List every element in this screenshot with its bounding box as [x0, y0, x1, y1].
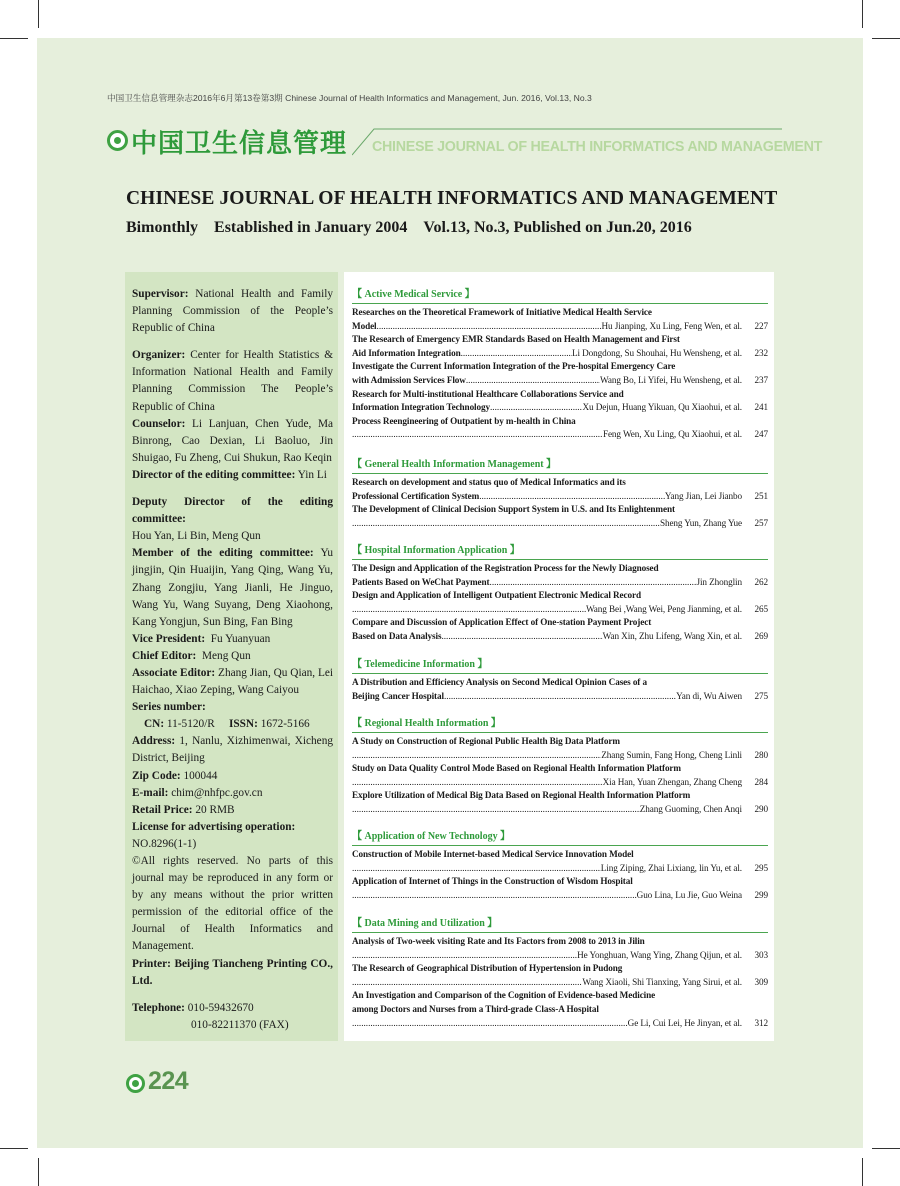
toc-article[interactable]: [352, 962, 768, 989]
tel-label: Telephone:: [132, 1001, 185, 1014]
article-byline: [352, 630, 768, 644]
bracket: 【: [352, 459, 365, 470]
article-page: 247: [754, 429, 768, 440]
article-title: Design and Application of Intelligent Outpatient Electronic Medical Record: [352, 590, 641, 601]
article-page: 262: [754, 576, 768, 587]
bracket: 】: [507, 545, 520, 556]
tel-value: 010-59432670: [187, 1001, 254, 1014]
article-page: 237: [754, 374, 768, 385]
article-byline: [352, 490, 768, 504]
crop-mark: [872, 38, 900, 39]
article-authors: Wan Xin, Zhu Lifeng, Wang Xin, et al.: [602, 630, 742, 641]
masthead-panel: [125, 272, 338, 1041]
article-title-end: Aid Information Integration: [352, 347, 461, 358]
article-title: The Research of Geographical Distribution of Hypertension in Pudong: [352, 963, 623, 974]
article-authors: Li Dongdong, Su Shouhai, Hu Wensheng, et al.: [571, 347, 742, 358]
article-title-end: Based on Data Analysis: [352, 630, 442, 641]
members-label: Member of the editing committee:: [132, 547, 314, 560]
article-authors: Ge Li, Cui Lei, He Jinyan, et al.: [627, 1017, 742, 1028]
telephone: [132, 1000, 333, 1017]
article-title: Research on development and status quo of Medical Informatics and its: [352, 477, 626, 487]
leader-dots: [352, 889, 637, 903]
printer-label: Printer:: [132, 957, 171, 970]
assoc-value: Zhang Jian, Qu Qian, Lei Haichao, Xiao Zeping, Wang Caiyou: [132, 666, 333, 697]
article-byline: [352, 517, 768, 531]
director: [132, 467, 333, 484]
article-authors: Xu Dejun, Huang Yikuan, Qu Xiaohui, et al.: [582, 402, 742, 413]
leader-dots: [352, 976, 582, 990]
journal-subtitle: [126, 219, 692, 237]
article-byline: [352, 576, 768, 590]
toc-article[interactable]: [352, 676, 768, 703]
organizer: [132, 347, 333, 415]
leader-dots: [444, 690, 676, 704]
contents-panel: [344, 272, 774, 1041]
article-page: 299: [754, 889, 768, 900]
article-page: 275: [754, 690, 768, 701]
article-page: 269: [754, 630, 768, 641]
section-title: [352, 658, 768, 674]
section-title: [352, 917, 768, 933]
crop-mark: [38, 0, 39, 28]
section-title-text: General Health Information Management: [364, 459, 544, 470]
article-byline: [352, 320, 768, 334]
toc-section: [352, 917, 768, 1030]
article-title: A Study on Construction of Regional Public Health Big Data Platform: [352, 736, 620, 746]
article-authors: Yan di, Wu Aiwen: [676, 690, 742, 701]
article-authors: Zhang Sumin, Fang Hong, Cheng Linli: [601, 749, 742, 760]
email-label: E-mail:: [132, 786, 169, 799]
section-title-text: Active Medical Service: [364, 289, 463, 300]
article-title-end: Model: [352, 320, 377, 331]
toc-section: [352, 658, 768, 703]
article-title-end: Patients Based on WeChat Payment: [352, 576, 490, 587]
article-title-end: with Admission Services Flow: [352, 374, 466, 385]
section-title-text: Regional Health Information: [364, 718, 489, 729]
article-authors: Wang Bo, Li Yifei, Hu Wensheng, et al.: [600, 374, 742, 385]
section-title-text: Data Mining and Utilization: [364, 918, 485, 929]
article-title: Construction of Mobile Internet-based Medical Service Innovation Model: [352, 849, 634, 859]
article-title: Research for Multi-institutional Healthcare Collaborations Service and: [352, 388, 624, 399]
address-label: Address:: [132, 735, 176, 748]
article-page: 265: [754, 603, 768, 614]
leader-dots: [352, 776, 603, 790]
cn-issn: [132, 716, 333, 733]
article-page: 241: [754, 402, 768, 413]
leader-dots: [479, 490, 665, 504]
cn-label: CN:: [144, 718, 165, 731]
bracket: 【: [352, 659, 365, 670]
toc-section: [352, 458, 768, 530]
leader-dots: [490, 576, 697, 590]
bracket: 】: [497, 831, 511, 842]
crop-mark: [872, 1148, 900, 1149]
article-page: 295: [754, 862, 768, 873]
section-title-text: Telemedicine Information: [364, 659, 475, 670]
vp-value: Fu Yuanyuan: [210, 632, 271, 645]
leader-dots: [352, 1017, 628, 1031]
article-title-cont: among Doctors and Nurses from a Third-grade Class-A Hospital: [352, 1003, 599, 1014]
article-byline: [352, 347, 768, 361]
toc-article[interactable]: [352, 306, 768, 333]
toc-article[interactable]: [352, 562, 768, 589]
article-authors: Guo Lina, Lu Jie, Guo Weina: [636, 889, 742, 900]
article-page: 309: [754, 976, 768, 987]
toc-article[interactable]: [352, 388, 768, 415]
bracket: 】: [488, 718, 501, 729]
printer: [132, 956, 333, 990]
counselor-label: Counselor:: [132, 417, 186, 430]
supervisor-value: National Health and Family Planning Commission of the People’s Republic of China: [132, 288, 333, 335]
director-value: Yin Li: [297, 468, 327, 481]
article-authors: Xia Han, Yuan Zhengan, Zhang Cheng: [602, 776, 742, 787]
logo-chinese-title: 中国卫生信息管理: [131, 129, 348, 159]
deputy-director: [132, 494, 333, 545]
article-title: Process Reengineering of Outpatient by m-health in China: [352, 415, 576, 426]
bracket: 】: [484, 918, 498, 929]
bracket: 【: [352, 289, 365, 300]
article-authors: Hu Jianping, Xu Ling, Feng Wen, et al.: [601, 320, 742, 331]
article-authors: Zhang Guoming, Chen Anqi: [639, 803, 742, 814]
deputy-value: Hou Yan, Li Bin, Meng Qun: [132, 530, 261, 543]
counselor-value: Li Lanjuan, Chen Yude, Ma Binrong, Cao Dexian, Li Baoluo, Jin Shuigao, Fu Zheng, Cui Shukun, Rao Keqin: [132, 417, 334, 464]
issn-value: 1672-5166: [260, 718, 310, 731]
series-label: Series number:: [132, 701, 206, 714]
article-page: 251: [754, 490, 768, 501]
organizer-value: Center for Health Statistics & Information National Health and Family Planning Commission The People’s Republic of China: [132, 349, 333, 413]
article-authors: Jin Zhonglin: [696, 576, 742, 587]
article-byline: [352, 1017, 768, 1031]
article-byline: [352, 803, 768, 817]
section-title: [352, 288, 768, 304]
toc-article[interactable]: [352, 503, 768, 530]
advertising-license: [132, 819, 333, 853]
leader-dots: [352, 803, 640, 817]
article-byline: [352, 949, 768, 963]
leader-dots: [377, 320, 602, 334]
article-title: Compare and Discussion of Application Effect of One-station Payment Project: [352, 617, 652, 628]
article-byline: [352, 749, 768, 763]
article-byline: [352, 374, 768, 388]
crop-mark: [862, 0, 863, 28]
toc-article[interactable]: [352, 735, 768, 762]
article-page: 290: [754, 803, 768, 814]
article-page: 232: [754, 347, 768, 358]
leader-dots: [461, 347, 572, 361]
toc-article[interactable]: [352, 875, 768, 902]
toc-article[interactable]: [352, 589, 768, 616]
section-title: [352, 544, 768, 560]
section-title: [352, 717, 768, 733]
section-title: [352, 830, 768, 846]
article-title: Study on Data Quality Control Mode Based on Regional Health Information Platform: [352, 763, 681, 774]
fax: 010-82211370 (FAX): [191, 1018, 289, 1031]
toc-section: [352, 717, 768, 817]
editing-members: [132, 545, 333, 630]
crop-mark: [0, 1148, 28, 1149]
article-byline: [352, 401, 768, 415]
logo-circle-icon: [126, 1074, 145, 1093]
vice-president: [132, 631, 333, 648]
article-byline: [352, 862, 768, 876]
toc-section: [352, 544, 768, 644]
toc-article[interactable]: [352, 762, 768, 789]
frequency: Bimonthly: [126, 219, 199, 236]
leader-dots: [352, 862, 601, 876]
cn-value: 11-5120/R: [166, 718, 215, 731]
members-value: Yu jingjin, Qin Huaijin, Yang Qing, Wang Yu, Zhang Zongjiu, Yang Jianli, He Jinguo, Wang Yu, Wang Suyang, Deng Xiaohong, Kang Yongjun, Sun Bing, Fan Bing: [132, 547, 333, 628]
price-label: Retail Price:: [132, 803, 193, 816]
article-page: 257: [754, 517, 768, 528]
section-title-text: Hospital Information Application: [364, 545, 508, 556]
rights-notice: ©All rights reserved. No parts of this journal may be reproduced in any form or by any means without the prior written permission of the editorial office of the Journal of Health Informatics and Management.: [132, 855, 333, 953]
zip-code: [132, 768, 333, 785]
bracket: 】: [474, 659, 488, 670]
director-label: Director of the editing committee:: [132, 468, 296, 481]
vp-label: Vice President:: [132, 632, 206, 645]
email: [132, 785, 333, 802]
toc-section: [352, 288, 768, 442]
article-page: 280: [754, 749, 768, 760]
article-page: 284: [754, 776, 768, 787]
leader-dots: [352, 517, 660, 531]
license-label: License for advertising operation:: [132, 820, 296, 833]
article-title: An Investigation and Comparison of the Cognition of Evidence-based Medicine: [352, 990, 656, 1001]
established: Established in January 2004: [214, 219, 408, 236]
article-authors: Yang Jian, Lei Jianbo: [664, 490, 742, 501]
article-authors: Wang Bei ,Wang Wei, Peng Jianming, et al.: [585, 603, 742, 614]
chief-label: Chief Editor:: [132, 649, 197, 662]
article-byline: [352, 690, 768, 704]
article-title: A Distribution and Efficiency Analysis on Second Medical Opinion Cases of a: [352, 677, 647, 687]
toc-article[interactable]: [352, 415, 768, 442]
toc-article[interactable]: [352, 848, 768, 875]
chief-editor: [132, 648, 333, 665]
crop-mark: [38, 1158, 39, 1186]
supervisor-label: Supervisor:: [132, 288, 189, 300]
article-title: Analysis of Two-week visiting Rate and Its Factors from 2008 to 2013 in Jilin: [352, 936, 645, 946]
article-byline: [352, 603, 768, 617]
supervisor: [132, 286, 333, 337]
section-title: [352, 458, 768, 474]
journal-logo: [107, 125, 823, 165]
article-title-end: Professional Certification System: [352, 490, 480, 501]
article-page: 303: [754, 949, 768, 960]
bracket: 【: [352, 831, 365, 842]
article-byline: [352, 889, 768, 903]
article-title: The Design and Application of the Registration Process for the Newly Diagnosed: [352, 563, 659, 573]
article-page: 312: [754, 1017, 768, 1028]
article-title-end: Information Integration Technology: [352, 402, 490, 413]
counselor: [132, 416, 333, 467]
toc-article[interactable]: [352, 333, 768, 360]
toc-article[interactable]: [352, 789, 768, 816]
organizer-label: Organizer:: [132, 349, 186, 362]
address-value: 1, Nanlu, Xizhimenwai, Xicheng District, Beijing: [132, 735, 333, 765]
bracket: 】: [462, 289, 475, 300]
article-byline: [352, 976, 768, 990]
leader-dots: [352, 428, 603, 442]
bracket: 】: [543, 459, 557, 470]
article-title: Investigate the Current Information Integration of the Pre-hospital Emergency Care: [352, 361, 676, 372]
toc-article[interactable]: [352, 476, 768, 503]
retail-price: [132, 802, 333, 819]
zip-value: 100044: [183, 769, 218, 782]
license-value: NO.8296(1-1): [132, 837, 197, 850]
article-authors: Sheng Yun, Zhang Yue: [659, 517, 742, 528]
logo-english-title: CHINESE JOURNAL OF HEALTH INFORMATICS AND MANAGEMENT: [372, 139, 823, 155]
issue-info: Vol.13, No.3, Published on Jun.20, 2016: [423, 219, 692, 236]
article-page: 227: [754, 320, 768, 331]
bracket: 【: [352, 718, 365, 729]
crop-mark: [862, 1158, 863, 1186]
leader-dots: [352, 949, 577, 963]
article-authors: Feng Wen, Xu Ling, Qu Xiaohui, et al.: [602, 429, 742, 440]
leader-dots: [352, 603, 586, 617]
article-authors: Wang Xiaoli, Shi Tianxing, Yang Sirui, et al.: [582, 976, 742, 987]
address: [132, 733, 333, 767]
leader-dots: [352, 749, 601, 763]
article-byline: [352, 428, 768, 442]
toc-section: [352, 830, 768, 902]
bracket: 【: [352, 918, 365, 929]
printer-value: Beijing Tiancheng Printing CO., Ltd.: [132, 957, 333, 987]
page-number-value: 224: [148, 1067, 189, 1095]
issn-label: ISSN:: [228, 718, 258, 731]
running-head: 中国卫生信息管理杂志2016年6月第13卷第3期 Chinese Journal of Health Informatics and Management, Jun. 2016, Vol.13, No.3: [107, 93, 592, 103]
article-byline: [352, 776, 768, 790]
leader-dots: [490, 401, 582, 415]
chief-value: Meng Qun: [201, 649, 251, 662]
deputy-label: Deputy Director of the editing committee:: [132, 496, 333, 526]
leader-dots: [466, 374, 600, 388]
toc-article[interactable]: [352, 360, 768, 387]
series-number: [132, 699, 333, 716]
article-title: Researches on the Theoretical Framework of Initiative Medical Health Service: [352, 307, 652, 317]
article-authors: Ling Ziping, Zhai Lixiang, lin Yu, et al.: [600, 862, 742, 873]
article-authors: He Yonghuan, Wang Ying, Zhang Qijun, et al.: [577, 949, 742, 960]
article-title-end: Beijing Cancer Hospital: [352, 690, 444, 701]
toc-article[interactable]: [352, 616, 768, 643]
article-title: Explore Utilization of Medical Big Data Based on Regional Health Information Platform: [352, 790, 691, 801]
article-title: The Research of Emergency EMR Standards Based on Health Management and First: [352, 334, 680, 345]
journal-title: CHINESE JOURNAL OF HEALTH INFORMATICS AND MANAGEMENT: [126, 188, 778, 209]
leader-dots: [441, 630, 602, 644]
crop-mark: [0, 38, 28, 39]
section-title-text: Application of New Technology: [364, 831, 498, 842]
toc-article[interactable]: [352, 935, 768, 962]
associate-editor: [132, 665, 333, 699]
price-value: 20 RMB: [195, 803, 235, 816]
article-title: Application of Internet of Things in the Construction of Wisdom Hospital: [352, 876, 633, 887]
logo-circle-icon: [107, 130, 128, 151]
zip-label: Zip Code:: [132, 769, 181, 782]
assoc-label: Associate Editor:: [132, 666, 216, 679]
toc-article[interactable]: [352, 989, 768, 1030]
article-title: The Development of Clinical Decision Support System in U.S. and Its Enlightenment: [352, 504, 675, 515]
bracket: 【: [352, 545, 365, 556]
email-value: chim@nhfpc.gov.cn: [171, 786, 263, 799]
